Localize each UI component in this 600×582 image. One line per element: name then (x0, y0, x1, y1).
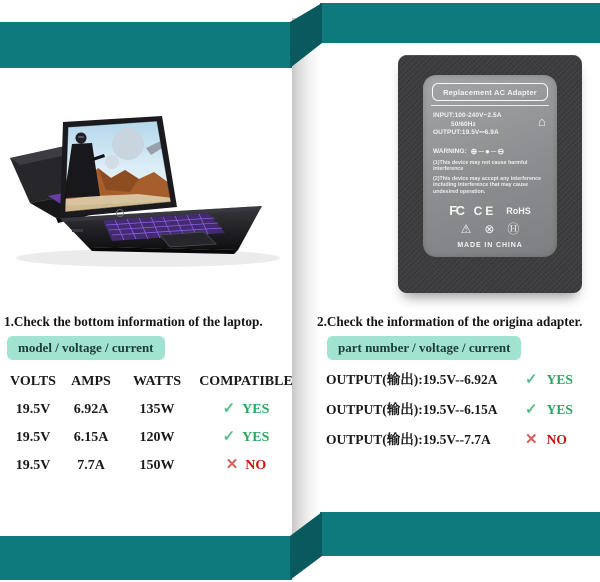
left-step-title: 1.Check the bottom information of the laptop. (4, 314, 263, 329)
output-label: OUTPUT(输出):19.5V--6.92A (326, 372, 498, 387)
no-disposal-icon: ⊗ (484, 222, 495, 237)
table-cell-watts: 150W (139, 458, 175, 473)
column-header-volts: VOLTS (10, 374, 56, 389)
result-label: YES (546, 372, 573, 387)
result-label: YES (242, 402, 270, 417)
output-label: OUTPUT(输出):19.5V--6.15A (326, 402, 498, 417)
table-cell-amps: 6.92A (73, 402, 109, 417)
adapter-spec-label (423, 75, 557, 257)
laptop-photo (8, 106, 293, 296)
column-header-compatible: COMPATIBLE (199, 374, 293, 389)
warning-triangle-icon: ⚠ (460, 222, 472, 237)
check-icon: ✓ (222, 401, 236, 417)
result-label: YES (546, 402, 573, 417)
table-cell-amps: 7.7A (77, 458, 105, 473)
laptop-illustration (8, 106, 293, 296)
label-divider (431, 105, 549, 106)
bottom-banner-right (320, 512, 600, 556)
result-label: NO (546, 432, 567, 447)
table-cell-compatible (192, 402, 300, 417)
result-label: NO (245, 458, 267, 473)
warning-row (423, 147, 557, 156)
table-cell-volts: 19.5V (15, 458, 51, 473)
rohs-logo: RoHS (506, 205, 531, 216)
page-spine-divider (292, 18, 320, 564)
notice-2: (2)This device may accept any interference including interference that may cause undesired operation. (433, 175, 542, 195)
table-cell-volts: 19.5V (15, 402, 51, 417)
right-step-title: 2.Check the information of the origina adapter. (317, 314, 583, 329)
adapter-specs (423, 112, 557, 138)
h-mark-icon: Ⓗ (507, 222, 520, 237)
table-cell-compatible (192, 458, 300, 473)
output-label: OUTPUT(输出):19.5V--7.7A (326, 432, 491, 447)
top-banner-left (0, 22, 292, 68)
polarity-icon: ⊕─●─⊖ (470, 146, 506, 156)
table-cell-watts: 135W (139, 402, 175, 417)
indoor-use-icon: ⌂ (538, 114, 546, 129)
fcc-notices (423, 156, 557, 196)
input-rating: INPUT:100-240V~2.5A (433, 112, 502, 119)
made-in-label: MADE IN CHINA (457, 242, 523, 250)
compatibility-table (6, 374, 300, 473)
fcc-logo: FC (449, 203, 464, 219)
output-row (326, 432, 573, 448)
ce-logo: CE (473, 203, 497, 218)
check-icon: ✓ (222, 429, 236, 445)
adapter-output-list (326, 372, 573, 448)
bottom-banner-left (0, 536, 292, 580)
column-header-amps: AMPS (71, 374, 111, 389)
right-badge: part number / voltage / current (327, 336, 521, 360)
output-row (326, 372, 573, 388)
warning-label: WARNING: (433, 147, 467, 155)
left-badge: model / voltage / current (7, 336, 165, 360)
table-cell-compatible (192, 430, 300, 445)
adapter-title: Replacement AC Adapter (432, 83, 548, 101)
table-cell-volts: 19.5V (15, 430, 51, 445)
table-cell-watts: 120W (139, 430, 175, 445)
safety-symbol-row (423, 223, 557, 236)
output-rating: OUTPUT:19.5V⎓6.9A (433, 129, 499, 136)
adapter-photo (398, 55, 582, 293)
check-icon: ✓ (525, 372, 538, 388)
top-banner-right (320, 3, 600, 43)
frequency-rating: 50/60Hz (451, 120, 476, 128)
cross-icon: ✕ (225, 457, 239, 473)
check-icon: ✓ (525, 402, 538, 418)
result-label: YES (242, 430, 270, 445)
cross-icon: ✕ (525, 432, 538, 448)
output-row (326, 402, 573, 418)
column-header-watts: WATTS (133, 374, 181, 389)
notice-1: (1)This device may not cause harmful interference (433, 159, 528, 173)
table-cell-amps: 6.15A (73, 430, 109, 445)
certification-row (423, 203, 557, 218)
